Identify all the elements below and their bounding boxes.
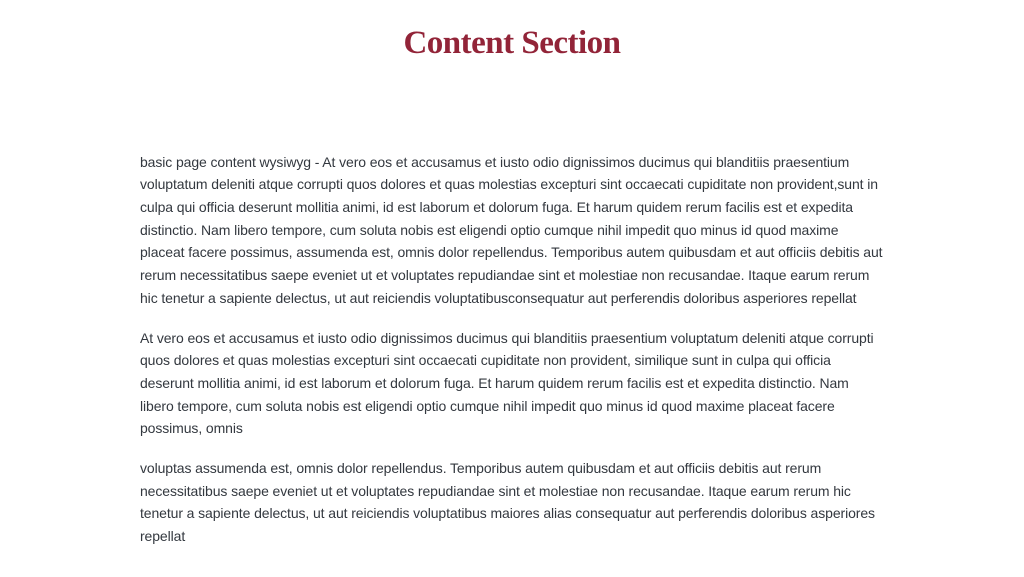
paragraph-3: voluptas assumenda est, omnis dolor repellendus. Temporibus autem quibusdam et aut officiis debitis aut rerum necessitatibus saepe eveniet ut et voluptates repudiandae sint et molestiae non recusandae. Itaque earum rerum hic tenetur a sapiente delectus, ut aut reiciendis voluptatibus maiores alias consequatur aut perferendis doloribus asperiores repellat [140, 460, 875, 545]
page-title: Content Section [403, 25, 621, 61]
body-content [140, 151, 884, 548]
paragraph-1: basic page content wysiwyg - At vero eos et accusamus et iusto odio dignissimos ducimus qui blanditiis praesentium voluptatum deleniti atque corrupti quos dolores et quas molestias excepturi sint occaecati cupiditate non provident,sunt in culpa qui officia deserunt mollitia animi, id est laborum et dolorum fuga. Et harum quidem rerum facilis est et expedita distinctio. Nam libero tempore, cum soluta nobis est eligendi optio cumque nihil impedit quo minus id quod maxime placeat facere possimus, assumenda est, omnis dolor repellendus. Temporibus autem quibusdam et aut officiis debitis aut rerum necessitatibus saepe eveniet ut et voluptates repudiandae sint et molestiae non recusandae. Itaque earum rerum hic tenetur a sapiente delectus, ut aut reiciendis voluptatibusconsequatur aut perferendis doloribus asperiores repellat [140, 153, 883, 306]
paragraph-2: At vero eos et accusamus et iusto odio dignissimos ducimus qui blanditiis praesentium voluptatum deleniti atque corrupti quos dolores et quas molestias excepturi sint occaecati cupiditate non provident, similique sunt in culpa qui officia deserunt mollitia animi, id est laborum et dolorum fuga. Et harum quidem rerum facilis est et expedita distinctio. Nam libero tempore, cum soluta nobis est eligendi optio cumque nihil impedit quo minus id quod maxime placeat facere possimus, omnis [140, 329, 874, 437]
